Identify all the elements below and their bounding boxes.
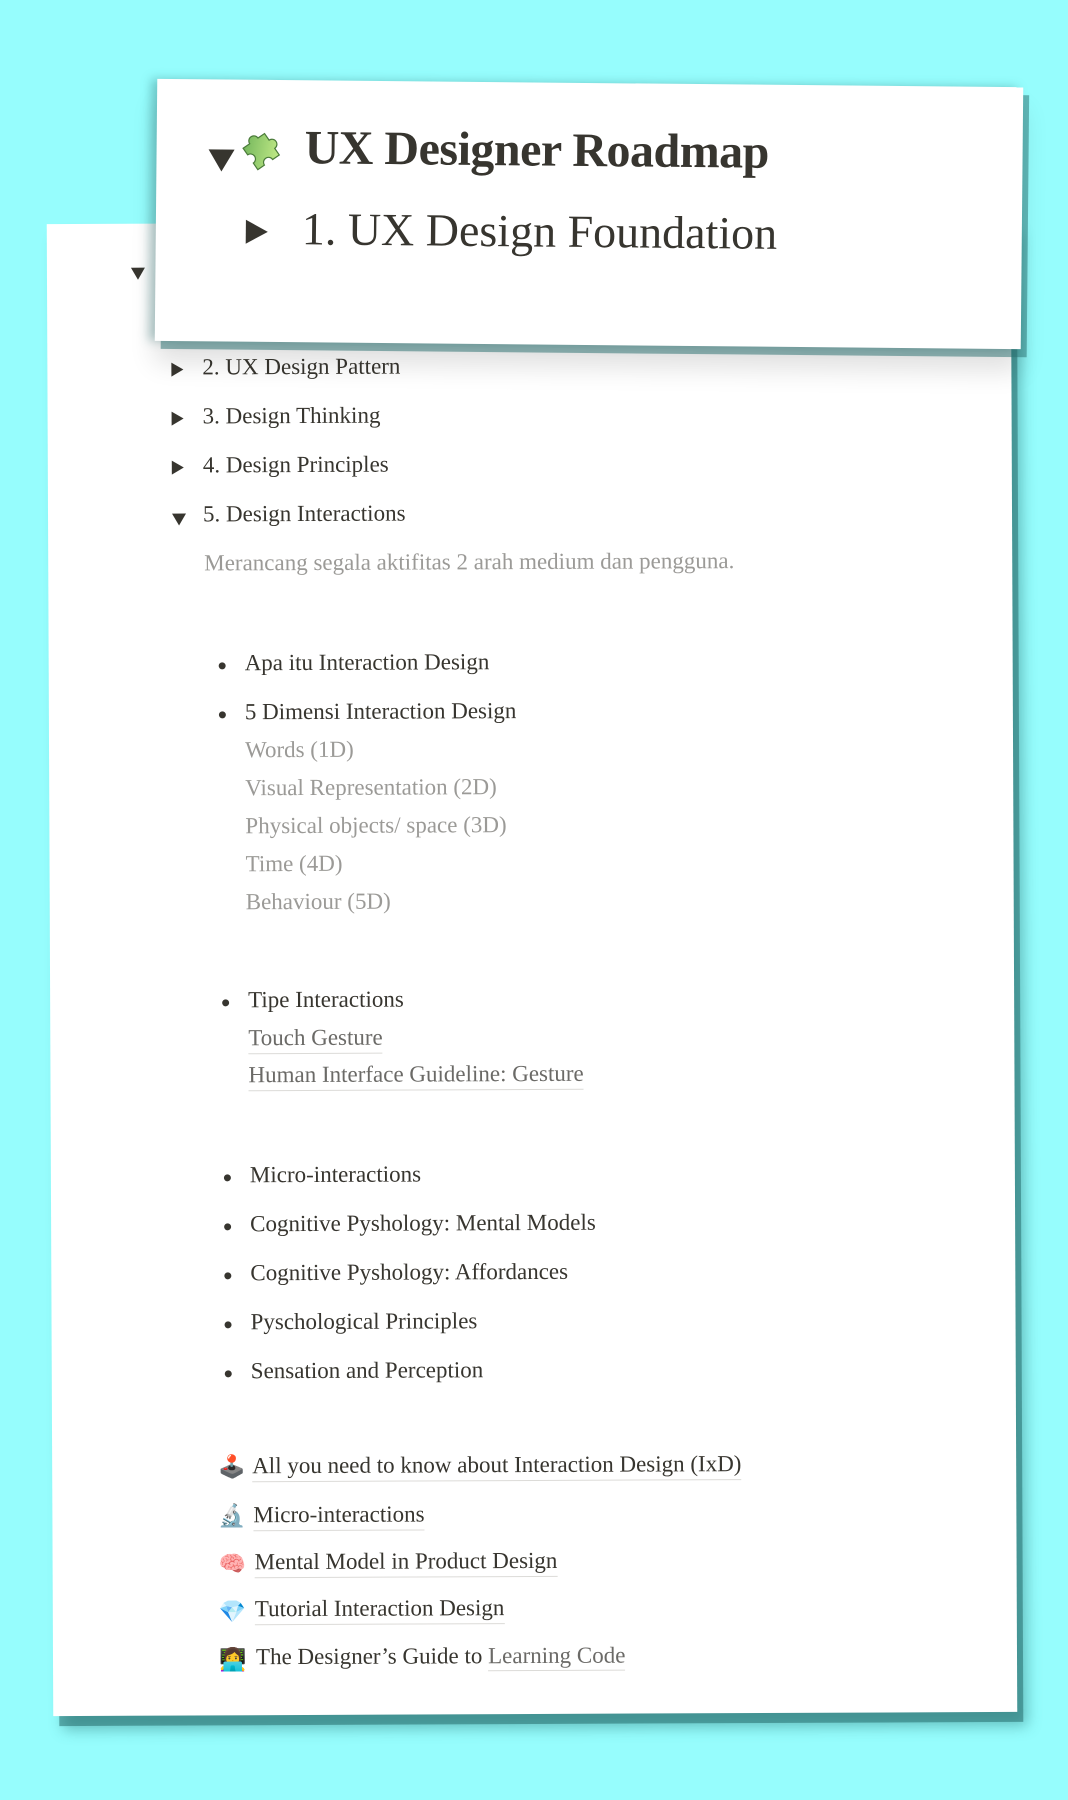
reference-prefix: The Designer’s Guide to [255, 1643, 489, 1670]
hig-gesture-link[interactable]: Human Interface Guideline: Gesture [248, 1061, 583, 1091]
section-4-toggle[interactable]: 4. Design Principles [202, 451, 389, 478]
list-item: Sensation and Perception [250, 1357, 484, 1384]
toggle-section-4-icon[interactable] [172, 461, 184, 475]
reference-text-designers-guide [256, 1643, 626, 1671]
bullet-icon [219, 711, 226, 718]
section-3-toggle[interactable]: 3. Design Thinking [202, 402, 381, 429]
list-item: Tipe Interactions [248, 986, 404, 1013]
learning-code-link[interactable]: Learning Code [488, 1643, 625, 1672]
title-toggle-icon[interactable] [208, 149, 234, 171]
bullet-icon [224, 1223, 231, 1230]
bullet-icon [225, 1370, 232, 1377]
collapse-toggle-icon[interactable] [131, 268, 145, 280]
list-item: Micro-interactions [249, 1161, 422, 1188]
sub-item: Behaviour (5D) [245, 888, 391, 915]
gem-icon: 💎 [218, 1600, 247, 1626]
sub-item: Visual Representation (2D) [245, 774, 497, 801]
section-5-toggle[interactable]: 5. Design Interactions [202, 500, 406, 527]
section-2-toggle[interactable]: 2. UX Design Pattern [202, 353, 401, 380]
list-item: 5 Dimensi Interaction Design [244, 698, 517, 725]
reference-link-mental-model[interactable]: Mental Model in Product Design [255, 1548, 558, 1578]
puzzle-piece-icon [234, 124, 291, 181]
touch-gesture-link[interactable]: Touch Gesture [248, 1025, 383, 1055]
bullet-icon [224, 1174, 231, 1181]
header-callout [155, 79, 1023, 349]
page-title: UX Designer Roadmap [304, 121, 770, 179]
sub-item: Time (4D) [245, 850, 343, 877]
toggle-section-2-icon[interactable] [171, 363, 183, 377]
reference-link-ixd[interactable]: All you need to know about Interaction Design (IxD) [252, 1451, 741, 1482]
bullet-icon [222, 999, 229, 1006]
list-item: Cognitive Pyshology: Affordances [250, 1258, 569, 1286]
section-1-toggle[interactable]: 1. UX Design Foundation [301, 203, 778, 259]
woman-technologist-icon: 👩‍💻 [218, 1648, 247, 1674]
joystick-icon: 🕹️ [218, 1455, 246, 1481]
section-5-description: Merancang segala aktifitas 2 arah medium dan pengguna. [204, 548, 735, 576]
list-item: Apa itu Interaction Design [244, 649, 490, 676]
sub-item: Words (1D) [244, 736, 354, 763]
sub-item: Physical objects/ space (3D) [245, 812, 507, 839]
brain-icon: 🧠 [218, 1552, 247, 1578]
list-item: Cognitive Pyshology: Mental Models [250, 1209, 596, 1237]
reference-link-micro-interactions[interactable]: Micro-interactions [253, 1501, 424, 1531]
bullet-icon [224, 1272, 231, 1279]
subtitle-toggle-icon[interactable] [246, 220, 268, 244]
microscope-icon: 🔬 [218, 1504, 246, 1530]
page-card [47, 220, 1018, 1716]
toggle-section-5-icon[interactable] [172, 514, 186, 526]
toggle-section-3-icon[interactable] [172, 412, 184, 426]
bullet-icon [219, 662, 226, 669]
reference-link-tutorial[interactable]: Tutorial Interaction Design [255, 1595, 505, 1625]
bullet-icon [225, 1321, 232, 1328]
list-item: Pyschological Principles [250, 1308, 478, 1335]
